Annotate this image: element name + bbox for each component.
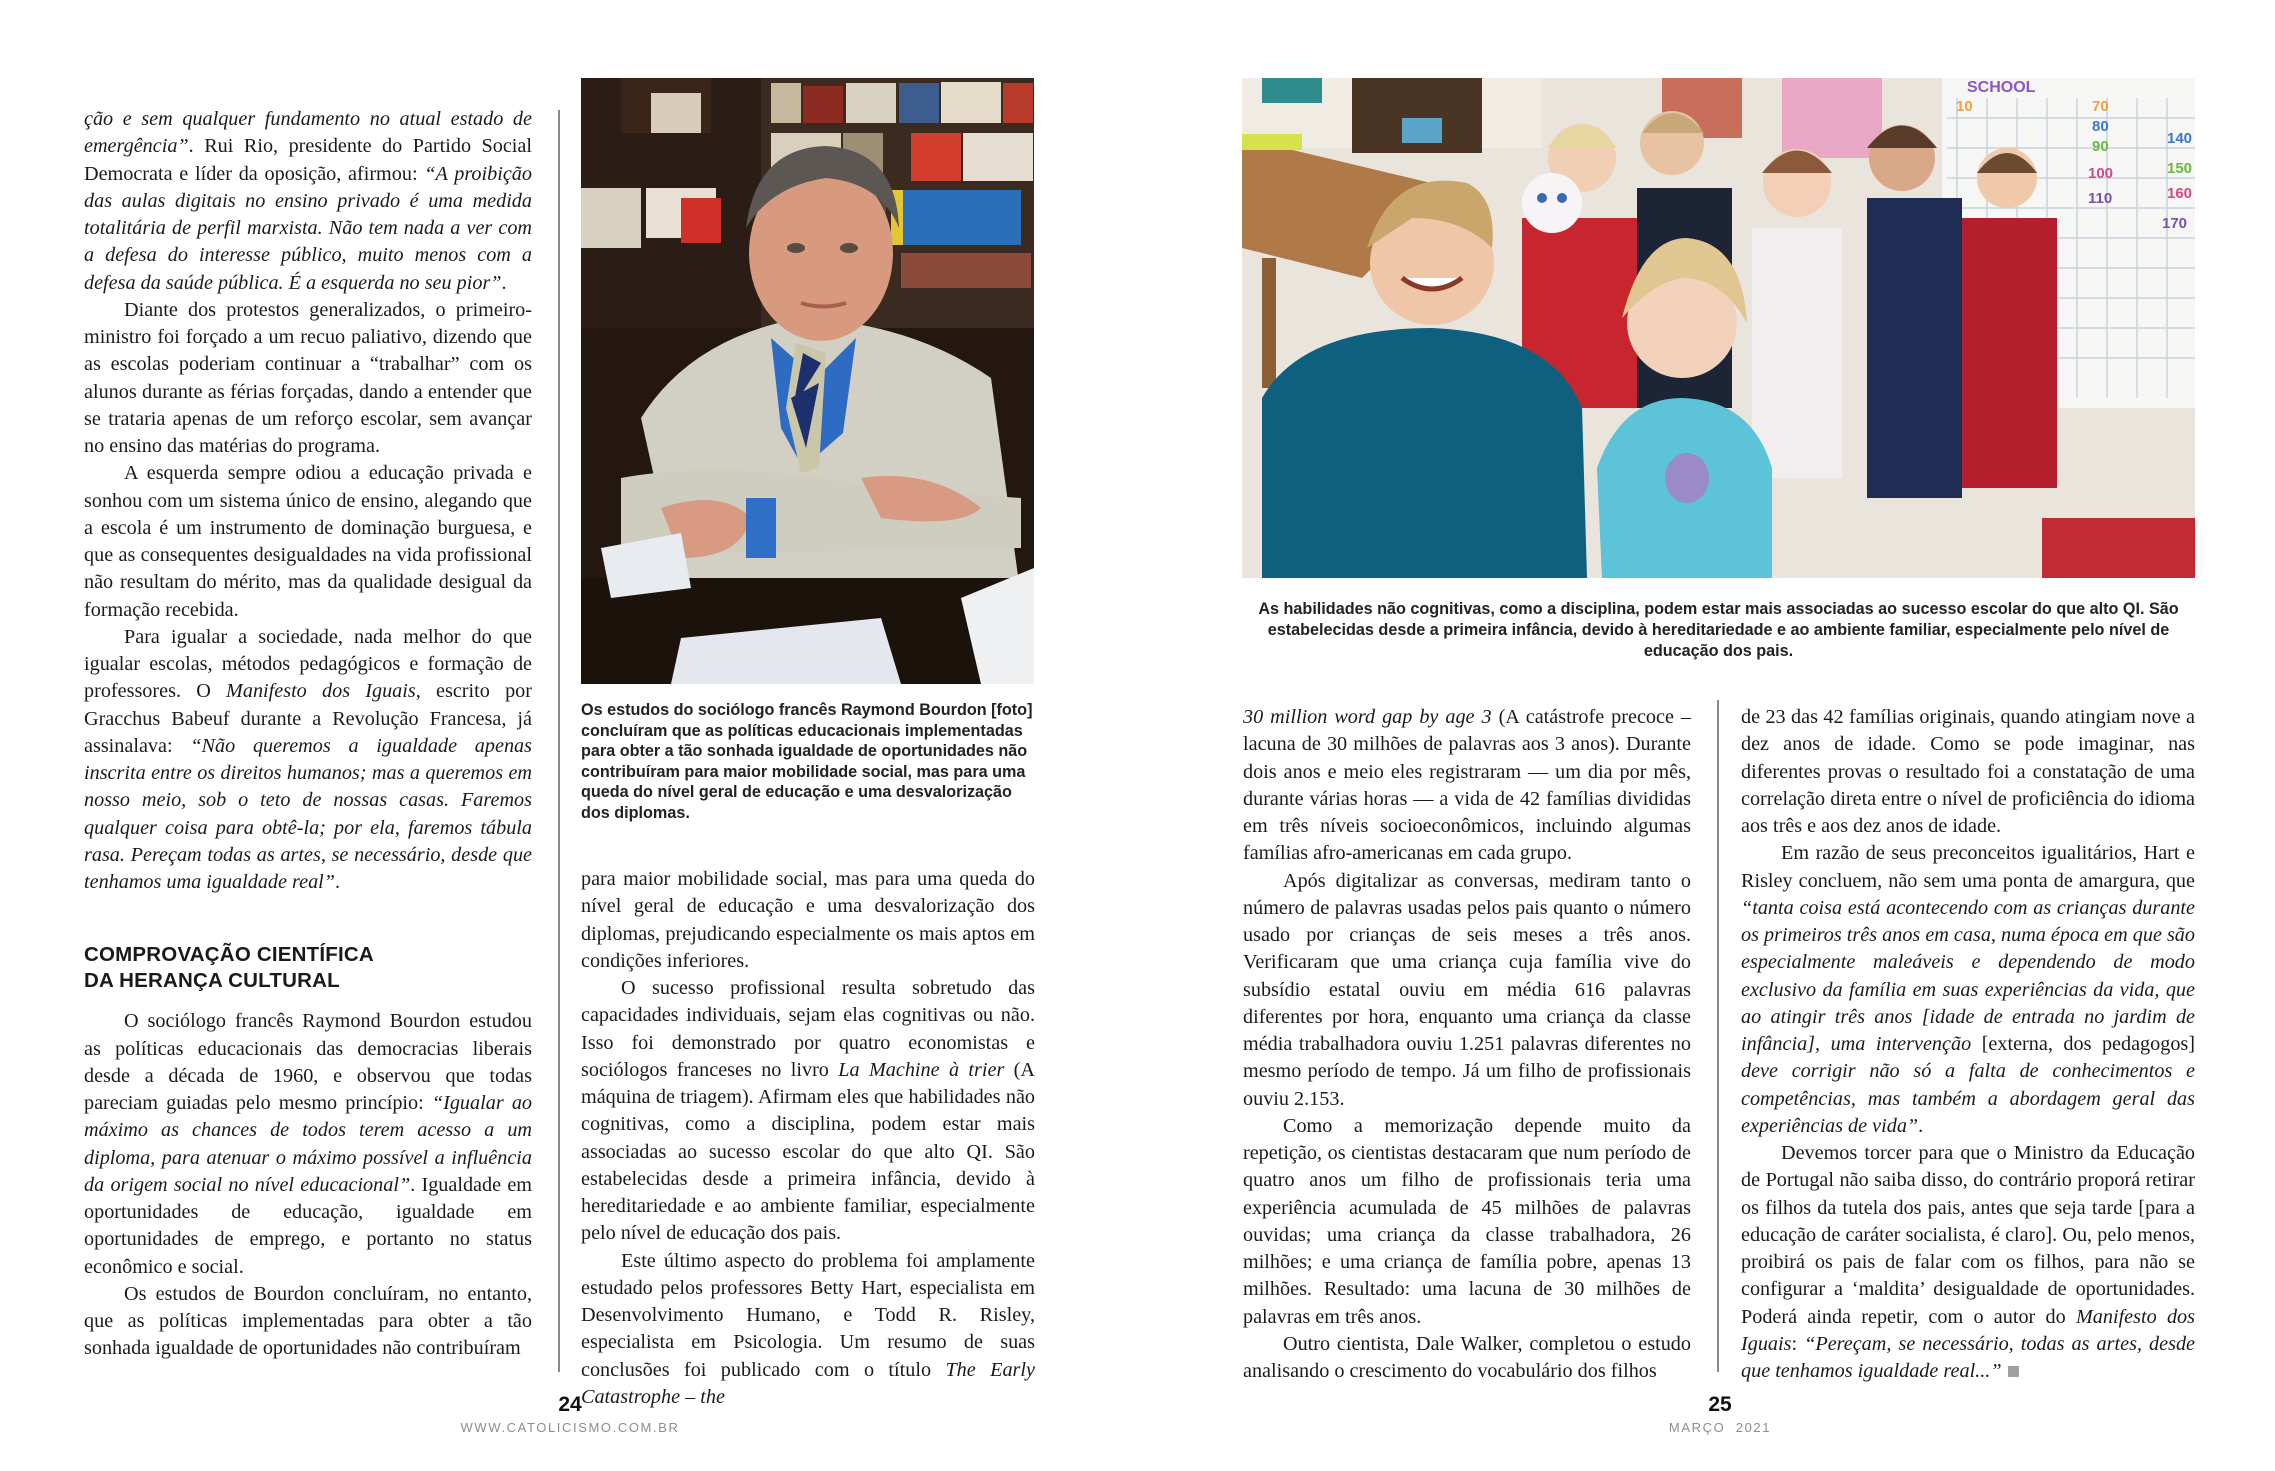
- body-text: :: [1791, 1332, 1805, 1355]
- column-divider: [558, 110, 560, 1372]
- book-title: La Machine à trier: [838, 1058, 1005, 1081]
- subheading-line: COMPROVAÇÃO CIENTÍFICA: [84, 943, 374, 967]
- paragraph: para maior mobilidade social, mas para uma queda do nível geral de educação e uma desvalorização dos diplomas, prejudicando especialmente os mais aptos em condições inferiores.: [581, 868, 1035, 972]
- paragraph: [84, 106, 532, 297]
- quote-text: “tanta coisa está acontecendo com as crianças durante os primeiros três anos em casa, numa época em que são especialmente maleáveis e dependendo de modo exclusivo da família em suas experiências da vida, que ao atingir três anos [idade de entrada no jardim de infância], uma intervenção: [1741, 896, 2195, 1055]
- footer-website[interactable]: WWW.CATOLICISMO.COM.BR: [460, 1420, 680, 1435]
- paragraph: [581, 975, 1035, 1248]
- book-title: The Early Catastrophe – the: [581, 1358, 1035, 1408]
- paragraph: [1741, 840, 2195, 1140]
- subheading-line: DA HERANÇA CULTURAL: [84, 969, 340, 993]
- column-divider: [1717, 700, 1719, 1372]
- photo-sign-text: SCHOOL: [1967, 79, 2036, 96]
- page-number-left: 24: [558, 1393, 582, 1416]
- portrait-photo-caption: Os estudos do sociólogo francês Raymond Bourdon [foto] concluíram que as políticas educacionais implementadas para obter a tão sonhada igualdade de oportunidades não contribuíram para maior mobilidade social, mas para uma queda do nível geral de educação e uma desvalorização dos diplomas.: [581, 701, 1033, 822]
- paragraph: Os estudos de Bourdon concluíram, no entanto, que as políticas implementadas para obter a tão sonhada igualdade de oportunidades não contribuíram: [84, 1282, 532, 1360]
- body-text: O sucesso profissional resulta sobretudo das capacidades individuais, sejam elas cognitivas ou não. Isso foi demonstrado por quatro economistas e sociólogos franceses no livro: [581, 977, 1035, 1081]
- body-text: .: [335, 871, 341, 893]
- paragraph: [1741, 1140, 2195, 1385]
- section-subheading: [84, 942, 532, 994]
- body-text: Este último aspecto do problema foi amplamente estudado pelos professores Betty Hart, especialista em Desenvolvimento Humano, e Todd R. Risley, especialista em Psicologia. Um resumo de suas conclusões foi publicado com o título: [581, 1249, 1035, 1381]
- paragraph: [84, 624, 532, 897]
- paragraph: Como a memorização depende muito da repetição, os cientistas destacaram que num período de quatro anos um filho de profissionais teria uma experiência acumulada de 45 milhões de palavras ouvidas; uma criança da classe trabalhadora, 26 milhões; e uma criança de família pobre, apenas 13 milhões. Resultado: uma lacuna de 30 milhões de palavras em três anos.: [1243, 1114, 1691, 1328]
- paragraph: Diante dos protestos generalizados, o primeiro-ministro foi forçado a um recuo paliativo, dizendo que as escolas poderiam continuar a “trabalhar” com os alunos durante as férias forçadas, dando a entender que se trataria apenas de um reforço escolar, sem avançar no ensino das matérias do programa.: [84, 298, 532, 457]
- paragraph: Após digitalizar as conversas, mediram tanto o número de palavras usadas pelos pais quanto o número usado por crianças de seis meses a três anos. Verificaram que uma criança cuja família vive do subsídio estatal ouviu em média 616 palavras diferentes por hora, enquanto uma criança da classe média trabalhadora ouviu 1.251 palavras diferentes no mesmo período de tempo. Já um filho de profissionais ouviu 2.153.: [1243, 869, 1691, 1110]
- book-title: Manifesto dos Iguais: [1741, 1305, 2195, 1355]
- children-classroom-photo: [1242, 78, 2195, 578]
- children-photo-caption: As habilidades não cognitivas, como a disciplina, podem estar mais associadas ao sucesso escolar do que alto QI. São estabelecidas desde a primeira infância, devido à hereditariedade e ao ambiente familiar, especialmente pelo nível de educação dos pais.: [1258, 600, 2179, 660]
- paragraph: Outro cientista, Dale Walker, completou o estudo analisando o crescimento do vocabulário dos filhos: [1243, 1332, 1691, 1382]
- paragraph: de 23 das 42 famílias originais, quando atingiam nove a dez anos de idade. Como se pode imaginar, nas diferentes provas o resultado foi a constatação de uma correlação direta entre o nível de proficiência do idioma aos três e aos dez anos de idade.: [1741, 706, 2195, 837]
- right-column-4: [1741, 704, 2195, 1385]
- page-number-right: 25: [1708, 1393, 1732, 1416]
- book-title: 30 million word gap by age 3: [1243, 706, 1492, 728]
- portrait-photo: [581, 78, 1034, 684]
- svg-text:150: 150: [2167, 160, 2193, 177]
- body-text: Para igualar a sociedade, nada melhor do que igualar escolas, métodos pedagógicos e formação de professores. O: [84, 625, 532, 703]
- svg-text:10: 10: [1956, 98, 1973, 115]
- footer-date: MARÇO 2021: [1668, 1420, 1772, 1435]
- body-text: Devemos torcer para que o Ministro da Educação de Portugal não saiba disso, do contrário proporá retirar os filhos da tutela dos pais, antes que seja tarde [para a educação de caráter socialista, é claro]. Ou, pelo menos, proibirá os pais de falar com os filhos, para não se configurar a ‘maldita’ desigualdade de oportunidades. Poderá ainda repetir, com o autor do: [1741, 1142, 2195, 1328]
- body-text: [externa, dos pedagogos]: [1971, 1033, 2196, 1055]
- left-column-1: [84, 106, 532, 1363]
- svg-text:100: 100: [2088, 165, 2114, 182]
- right-column-3: [1243, 704, 1691, 1385]
- body-text: (A catástrofe precoce – lacuna de 30 milhões de palavras aos 3 anos). Durante dois anos e meio eles registraram — um dia por mês, durante várias horas — a vida de 42 famílias divididas em três níveis socioeconômicos, incluindo algumas famílias afro-americanas em cada grupo.: [1243, 706, 1691, 865]
- body-text: Em razão de seus preconceitos igualitários, Hart e Risley concluem, não sem uma ponta de amargura, que: [1741, 842, 2195, 892]
- body-text: O sociólogo francês Raymond Bourdon estudou as políticas educacionais das democracias liberais desde a década de 1960, e observou que todas pareciam guiadas pelo mesmo princípio:: [84, 1010, 532, 1114]
- svg-text:140: 140: [2167, 130, 2193, 147]
- portrait-photo-illustration: [581, 78, 1034, 684]
- quote-text: deve corrigir não só a falta de conhecimentos e competências, mas também a abordagem geral das experiências de vida”: [1741, 1060, 2195, 1137]
- svg-text:110: 110: [2088, 190, 2113, 207]
- paragraph: [581, 1248, 1035, 1412]
- svg-text:90: 90: [2092, 138, 2109, 155]
- paragraph: [84, 1008, 532, 1281]
- children-classroom-illustration: [1242, 78, 2195, 578]
- svg-text:160: 160: [2167, 185, 2193, 202]
- paragraph: [1243, 704, 1691, 868]
- paragraph: A esquerda sempre odiou a educação privada e sonhou com um sistema único de ensino, alegando que a escola é um instrumento de dominação burguesa, e que as consequentes desigualdades na vida profissional não resultam do mérito, mas da qualidade desigual da formação recebida.: [84, 462, 532, 621]
- svg-text:170: 170: [2162, 215, 2188, 232]
- quote-text: “Não queremos a igualdade apenas inscrita entre os direitos humanos; mas a queremos em nosso meio, sob o teto de nossas casas. Faremos qualquer coisa para obtê-la; por ela, faremos tábula rasa. Pereçam todas as artes, se necessário, desde que tenhamos uma igualdade real”: [84, 734, 532, 893]
- body-text: . Igualdade em oportunidades de educação, igualdade em oportunidades de emprego, e portanto no status econômico e social.: [84, 1173, 532, 1278]
- body-text: . Rui Rio, presidente do Partido Social Democrata e líder da oposição, afirmou:: [84, 135, 532, 185]
- body-text: .: [1918, 1114, 1924, 1137]
- svg-text:80: 80: [2092, 118, 2109, 135]
- quote-text: ção e sem qualquer fundamento no atual estado de emergência”: [84, 108, 532, 158]
- body-text: .: [501, 271, 507, 294]
- svg-text:70: 70: [2092, 98, 2109, 115]
- quote-text: “Pereçam, se necessário, todas as artes, desde que tenhamos igualdade real...”: [1741, 1332, 2195, 1382]
- left-column-2: [581, 866, 1035, 1411]
- end-square-icon: [2008, 1366, 2019, 1377]
- book-title: Manifesto dos Iguais: [226, 680, 416, 703]
- quote-text: “A proibição das aulas digitais no ensino privado é uma medida totalitária de perfil marxista. Não tem nada a ver com a defesa do interesse público, muito menos com a defesa da saúde pública. É a esquerda no seu pior”: [84, 162, 532, 294]
- quote-text: “Igualar ao máximo as chances de todos terem acesso a um diploma, para atenuar o máximo possível a influência da origem social no nível educacional”: [84, 1092, 533, 1196]
- body-text: (A máquina de triagem). Afirmam eles que habilidades não cognitivas, como a disciplina, podem estar mais associadas ao sucesso escolar do que alto QI. São estabelecidas desde a primeira infância, devido à hereditariedade e ao ambiente familiar, especialmente pelo nível de educação dos pais.: [581, 1058, 1035, 1245]
- body-text: , escrito por Gracchus Babeuf durante a Revolução Francesa, já assinalava:: [84, 680, 532, 757]
